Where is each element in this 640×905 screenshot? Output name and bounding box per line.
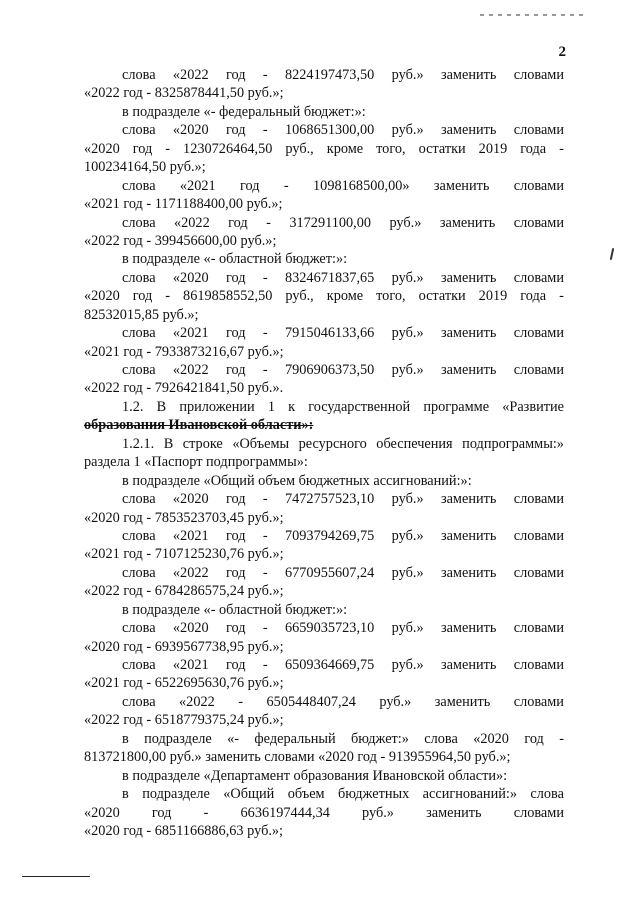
word: руб.» [391, 362, 424, 378]
word: остатки [418, 288, 466, 305]
word: объем [287, 786, 325, 803]
word: 8619858552,50 [183, 288, 273, 305]
word: руб.» [362, 804, 394, 821]
word: слова [122, 67, 156, 83]
line-text: раздела 1 «Паспорт подпрограммы»: [84, 454, 308, 471]
word: год [225, 325, 246, 342]
word: «2020 [84, 288, 120, 305]
text-line [84, 748, 564, 766]
word: год [225, 67, 246, 83]
footnote-rule [22, 876, 90, 877]
word: «2022 [172, 67, 209, 83]
word: заменить [440, 325, 497, 342]
word: год [225, 527, 246, 544]
word: бюджетных [338, 786, 410, 803]
word: 8324671837,65 [284, 269, 375, 286]
word: словами [513, 527, 564, 544]
word: - [262, 269, 268, 286]
page-number: 2 [558, 44, 566, 60]
word: словами [513, 325, 564, 342]
text-line [84, 158, 564, 176]
word: год [225, 564, 246, 581]
line-text: 82532015,85 руб.»; [84, 306, 199, 323]
word: подразделе [142, 786, 210, 803]
word: 6505448407,24 [266, 693, 356, 710]
word: 7472757523,10 [284, 491, 375, 508]
word: В [163, 435, 174, 452]
word: 7915046133,66 [284, 325, 375, 342]
text-line [84, 306, 564, 324]
word: словами [513, 269, 564, 286]
word: словами [513, 362, 564, 378]
word: остатки [418, 140, 466, 157]
text-line [84, 785, 564, 803]
word: - [238, 693, 244, 710]
word: - [262, 122, 268, 139]
text-line [84, 693, 564, 711]
word: слова [122, 564, 156, 581]
word: обеспечения [376, 435, 453, 452]
word: «Объемы [232, 435, 290, 452]
text-line [84, 324, 564, 342]
word: руб.» [391, 491, 424, 508]
word: слова [122, 325, 156, 342]
word: руб.» [391, 620, 424, 637]
text-line [84, 121, 564, 139]
word: 1.2. [122, 398, 144, 415]
text-line [84, 730, 564, 748]
word: слова [530, 786, 564, 803]
word: руб.» [391, 564, 424, 581]
word: «- [227, 730, 240, 747]
text-line [84, 638, 564, 656]
line-text: «2022 год - 6518779375,24 руб.»; [84, 712, 284, 729]
word: 1068651300,00 [284, 122, 375, 139]
word: заменить [433, 177, 490, 194]
word: заменить [440, 564, 497, 581]
word: «2020 [84, 804, 120, 821]
word: год [225, 657, 246, 673]
word: - [266, 214, 271, 231]
text-line [84, 472, 564, 490]
word: руб.» [391, 325, 424, 342]
word: год [132, 288, 153, 305]
word: государственной [308, 398, 411, 415]
word: словами [513, 491, 564, 508]
word: «2021 [172, 527, 209, 544]
word: 1 [267, 398, 275, 415]
word: слова [122, 269, 156, 286]
word: год [524, 730, 544, 747]
word: заменить [440, 67, 497, 83]
word: год [228, 214, 248, 231]
word: «2022 [173, 214, 210, 231]
word: руб.» [391, 67, 424, 83]
word: «2022 [179, 693, 215, 710]
word: года [520, 140, 547, 157]
text-line [84, 416, 564, 434]
word: «2020 [172, 620, 209, 637]
text-line [84, 711, 564, 729]
word: - [262, 362, 268, 378]
word: в [122, 730, 129, 747]
text-line [84, 140, 564, 158]
word: - [283, 177, 289, 194]
text-line [84, 601, 564, 619]
word: - [262, 67, 268, 83]
text-line [84, 232, 564, 250]
word: заменить [440, 657, 497, 673]
word: руб., [285, 288, 314, 305]
text-line [84, 822, 564, 840]
line-text: «2020 год - 6939567738,95 руб.»; [84, 638, 284, 655]
line-text: в подразделе «Департамент образования Ивановской области»: [122, 767, 508, 784]
text-line [84, 214, 564, 232]
word: ассигнований:» [422, 786, 517, 803]
word: - [262, 657, 268, 673]
text-line [84, 804, 564, 822]
word: руб.» [391, 657, 424, 673]
text-line [84, 195, 564, 213]
word: словами [513, 657, 564, 673]
word: заменить [434, 693, 491, 710]
word: программе [423, 398, 490, 415]
word: год [225, 362, 246, 378]
word: «2020 [172, 122, 209, 139]
word: «2021 [172, 325, 209, 342]
text-line [84, 545, 564, 563]
text-line [84, 619, 564, 637]
word: 7906906373,50 [284, 362, 375, 378]
word: подпрограммы:» [462, 435, 564, 452]
line-text: «2020 год - 7853523703,45 руб.»; [84, 509, 284, 526]
word: заменить [440, 362, 497, 378]
word: 2019 [478, 288, 508, 305]
word: кроме [326, 288, 364, 305]
word: бюджет:» [351, 730, 409, 747]
text-line [84, 527, 564, 545]
word: 6636197444,34 [240, 804, 330, 821]
word: руб.» [391, 527, 424, 544]
word: кроме [326, 140, 364, 157]
word: год [132, 140, 153, 157]
word: - [165, 288, 171, 305]
line-text: «2021 год - 1171188400,00 руб.»; [84, 196, 283, 213]
line-text: «2022 год - 6784286575,24 руб.»; [84, 583, 284, 600]
word: «2021 [172, 657, 209, 673]
word: 1098168500,00» [313, 177, 410, 194]
word: словами [513, 214, 564, 231]
text-line [84, 361, 564, 379]
word: «2020 [473, 730, 509, 747]
text-line [84, 509, 564, 527]
word: того, [376, 140, 406, 157]
word: слова [122, 362, 156, 378]
word: год [225, 269, 246, 286]
word: 2019 [478, 140, 508, 157]
word: словами [513, 67, 564, 83]
word: слова [122, 214, 156, 231]
word: 6509364669,75 [284, 657, 375, 673]
text-line [84, 674, 564, 692]
text-line [84, 84, 564, 102]
word: - [262, 491, 268, 508]
word: к [288, 398, 296, 415]
word: руб.» [389, 214, 422, 231]
line-text: «2022 год - 8325878441,50 руб.»; [84, 85, 284, 102]
word: года [520, 288, 547, 305]
word: заменить [440, 122, 497, 139]
line-text: в подразделе «- областной бюджет:»: [122, 251, 348, 268]
text-line [84, 269, 564, 287]
word: - [559, 140, 564, 157]
word: руб.» [391, 122, 424, 139]
line-text: «2021 год - 7933873216,67 руб.»; [84, 343, 284, 360]
word: «2022 [172, 362, 209, 378]
word: словами [513, 177, 564, 194]
text-line [84, 767, 564, 785]
line-text: «2022 год - 399456600,00 руб.»; [84, 232, 277, 249]
word: слова [122, 177, 156, 194]
text-line [84, 343, 564, 361]
word: «2020 [172, 491, 209, 508]
line-text: «2021 год - 6522695630,76 руб.»; [84, 675, 284, 692]
word: руб.» [391, 269, 424, 286]
word: подразделе [144, 730, 212, 747]
word: «2021 [179, 177, 216, 194]
word: - [559, 730, 564, 747]
struck-text: образования Ивановской области»: [84, 417, 314, 434]
word: год [151, 804, 172, 821]
text-line [84, 398, 564, 416]
word: - [165, 140, 171, 157]
word: словами [513, 620, 564, 637]
text-line [84, 435, 564, 453]
word: заменить [440, 491, 497, 508]
word: «Развитие [502, 398, 564, 415]
word: 6770955607,24 [284, 564, 375, 581]
word: ресурсного [298, 435, 367, 452]
word: слова [122, 620, 156, 637]
margin-pen-mark [610, 248, 614, 260]
line-text: «2022 год - 7926421841,50 руб.». [84, 380, 284, 397]
line-text: 813721800,00 руб.» заменить словами «2020 год - 913955964,50 руб.»; [84, 749, 511, 766]
word: год [225, 620, 246, 637]
word: словами [513, 122, 564, 139]
word: заменить [439, 214, 496, 231]
word: - [262, 325, 268, 342]
word: - [559, 288, 564, 305]
word: слова [424, 730, 458, 747]
document-body [84, 66, 564, 840]
text-line [84, 453, 564, 471]
text-line [84, 103, 564, 121]
line-text: «2021 год - 7107125230,76 руб.»; [84, 546, 284, 563]
word: заменить [426, 804, 482, 821]
line-text: в подразделе «- областной бюджет:»: [122, 601, 348, 618]
text-line [84, 250, 564, 268]
word: «2020 [172, 269, 209, 286]
line-text: в подразделе «- федеральный бюджет:»: [122, 103, 366, 120]
word: В [156, 398, 167, 415]
text-line [84, 66, 564, 84]
line-text: в подразделе «Общий объем бюджетных ассигнований:»: [122, 472, 472, 489]
word: - [262, 620, 268, 637]
word: заменить [440, 527, 497, 544]
word: слова [122, 491, 156, 508]
word: «Общий [223, 786, 275, 803]
text-line [84, 490, 564, 508]
word: - [262, 527, 268, 544]
word: 1230726464,50 [183, 140, 273, 157]
text-line [84, 379, 564, 397]
word: год [225, 122, 246, 139]
word: того, [376, 288, 406, 305]
word: - [262, 564, 268, 581]
word: федеральный [254, 730, 336, 747]
word: 1.2.1. [122, 435, 155, 452]
word: 7093794269,75 [284, 527, 375, 544]
word: заменить [440, 620, 497, 637]
word: слова [122, 693, 156, 710]
word: словами [513, 564, 564, 581]
line-text: «2020 год - 6851166886,63 руб.»; [84, 822, 284, 839]
word: 317291100,00 [289, 214, 372, 231]
word: «2022 [172, 564, 209, 581]
word: заменить [440, 269, 497, 286]
text-line [84, 287, 564, 305]
word: строке [182, 435, 223, 452]
word: в [122, 786, 129, 803]
word: год [240, 177, 260, 194]
text-line [84, 582, 564, 600]
word: 6659035723,10 [284, 620, 375, 637]
word: словами [513, 693, 564, 710]
word: приложении [179, 398, 255, 415]
text-line [84, 564, 564, 582]
word: 8224197473,50 [284, 67, 375, 83]
word: - [203, 804, 209, 821]
word: руб.» [379, 693, 412, 710]
scan-artifact-mark [480, 14, 588, 16]
text-line [84, 656, 564, 674]
word: руб., [285, 140, 314, 157]
word: слова [122, 657, 156, 673]
word: год [225, 491, 246, 508]
word: «2020 [84, 140, 120, 157]
word: слова [122, 122, 156, 139]
text-line [84, 177, 564, 195]
word: словами [513, 804, 564, 821]
line-text: 100234164,50 руб.»; [84, 159, 206, 176]
word: слова [122, 527, 156, 544]
